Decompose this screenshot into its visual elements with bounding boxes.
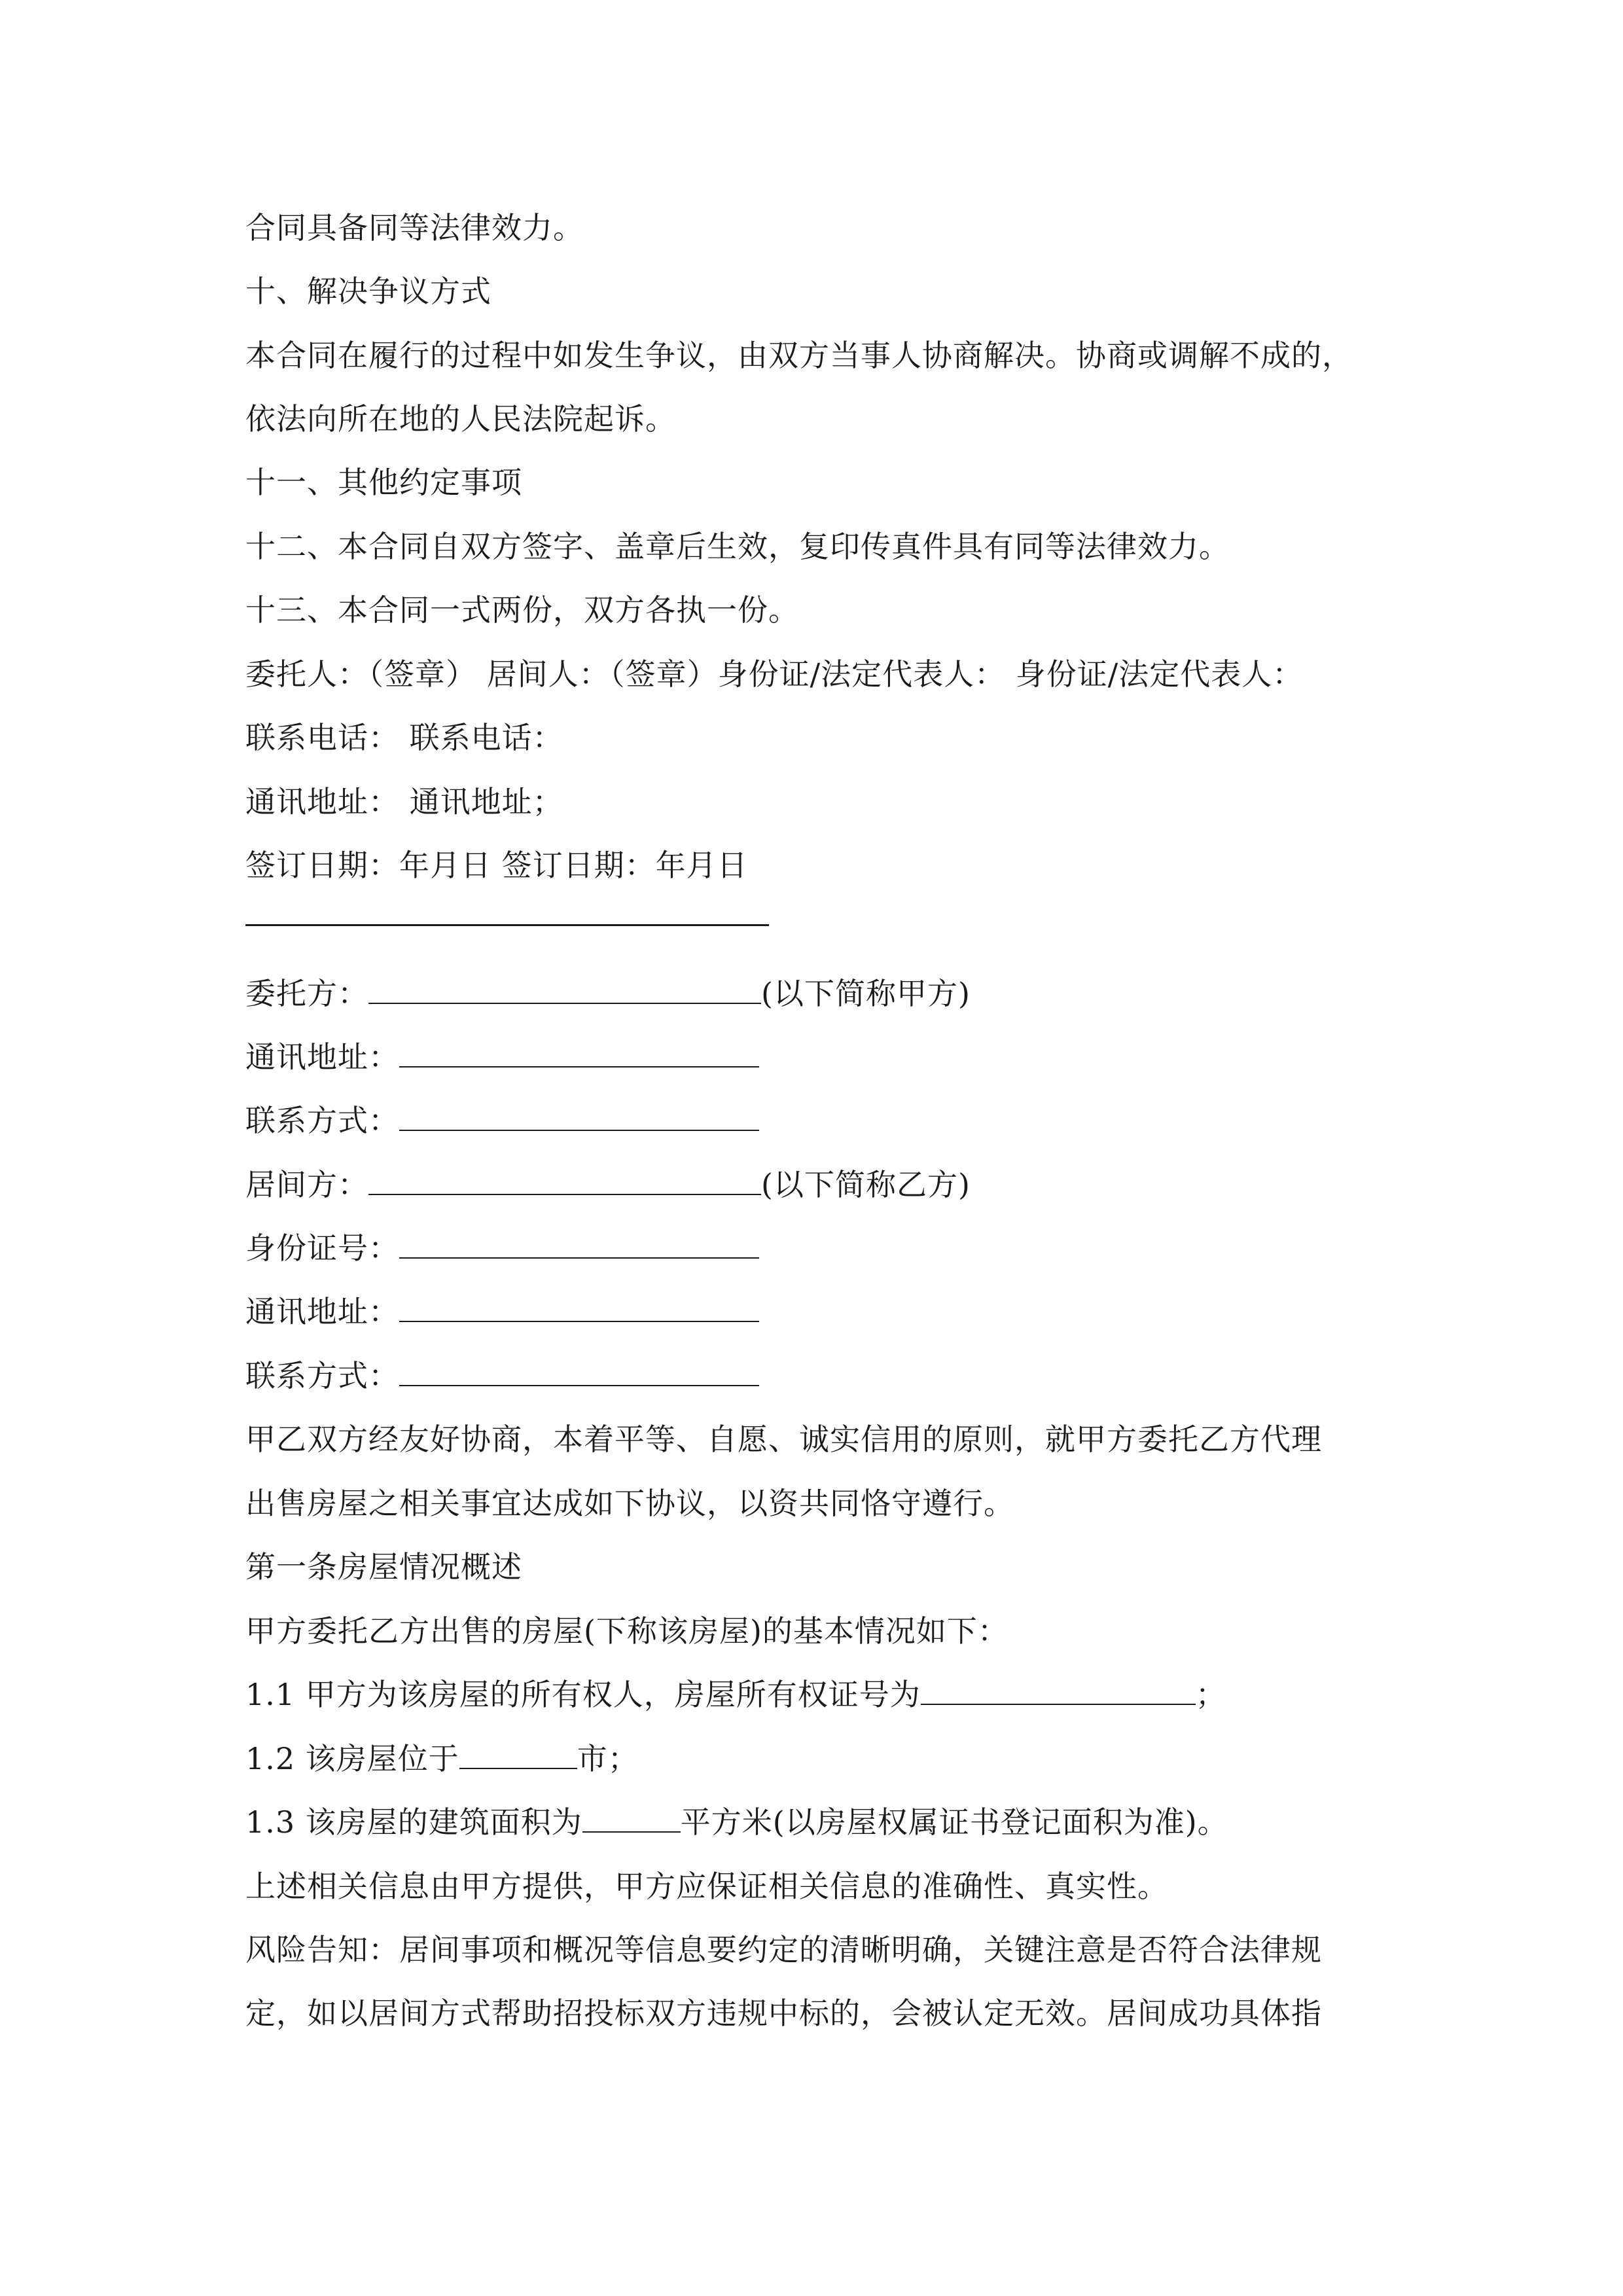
text-line: 出售房屋之相关事宜达成如下协议，以资共同恪守遵行。 bbox=[245, 1486, 1014, 1521]
item2-prefix: 1.2 该房屋位于 bbox=[245, 1741, 459, 1776]
area-field[interactable] bbox=[582, 1803, 681, 1833]
certificate-number-field[interactable] bbox=[921, 1675, 1196, 1705]
separator-rule bbox=[245, 924, 769, 926]
text-line: 合同具备同等法律效力。 bbox=[245, 210, 584, 245]
property-item-1 bbox=[245, 1675, 1226, 1714]
text-line: 甲方委托乙方出售的房屋(下称该房屋)的基本情况如下： bbox=[245, 1613, 1008, 1649]
id-label: 身份证号： bbox=[245, 1230, 399, 1266]
agent-label: 居间方： bbox=[245, 1167, 368, 1202]
address-field-2[interactable] bbox=[399, 1292, 759, 1322]
section-heading-dispute: 十、解决争议方式 bbox=[245, 274, 491, 309]
id-field[interactable] bbox=[399, 1229, 759, 1259]
phone-line: 联系电话： 联系电话： bbox=[245, 720, 563, 755]
principal-label: 委托方： bbox=[245, 976, 368, 1011]
text-line: 本合同在履行的过程中如发生争议，由双方当事人协商解决。协商或调解不成的， bbox=[245, 338, 1353, 373]
item3-suffix: 平方米(以房屋权属证书登记面积为准)。 bbox=[680, 1804, 1228, 1840]
section-heading-other: 十一、其他约定事项 bbox=[245, 465, 522, 500]
principal-suffix: (以下简称甲方) bbox=[761, 976, 971, 1011]
form-address bbox=[245, 1037, 759, 1077]
form-contact bbox=[245, 1101, 759, 1140]
item3-prefix: 1.3 该房屋的建筑面积为 bbox=[245, 1804, 582, 1840]
contact-label: 联系方式： bbox=[245, 1103, 399, 1138]
form-address-2 bbox=[245, 1292, 759, 1331]
city-field[interactable] bbox=[459, 1739, 577, 1769]
text-line: 定，如以居间方式帮助招投标双方违规中标的，会被认定无效。居间成功具体指 bbox=[245, 1996, 1322, 2031]
address-line: 通讯地址： 通讯地址； bbox=[245, 784, 563, 819]
text-line: 十二、本合同自双方签字、盖章后生效，复印传真件具有同等法律效力。 bbox=[245, 529, 1230, 564]
property-item-3 bbox=[245, 1803, 1228, 1842]
text-line: 上述相关信息由甲方提供，甲方应保证相关信息的准确性、真实性。 bbox=[245, 1869, 1168, 1904]
signature-line: 委托人：（签章） 居间人：（签章）身份证/法定代表人： 身份证/法定代表人： bbox=[245, 656, 1304, 692]
item2-suffix: 市； bbox=[577, 1741, 639, 1776]
agent-suffix: (以下简称乙方) bbox=[761, 1167, 971, 1202]
address-label: 通讯地址： bbox=[245, 1039, 399, 1075]
principal-field[interactable] bbox=[368, 974, 761, 1004]
contact-field[interactable] bbox=[399, 1101, 759, 1131]
date-line: 签订日期：年月日 签订日期：年月日 bbox=[245, 848, 748, 883]
article-heading: 第一条房屋情况概述 bbox=[245, 1549, 522, 1585]
text-line: 十三、本合同一式两份，双方各执一份。 bbox=[245, 592, 799, 628]
form-agent bbox=[245, 1165, 971, 1204]
address-field[interactable] bbox=[399, 1037, 759, 1067]
form-id bbox=[245, 1229, 759, 1268]
risk-notice-line: 风险告知：居间事项和概况等信息要约定的清晰明确，关键注意是否符合法律规 bbox=[245, 1932, 1322, 1967]
text-line: 依法向所在地的人民法院起诉。 bbox=[245, 401, 676, 437]
item1-prefix: 1.1 甲方为该房屋的所有权人，房屋所有权证号为 bbox=[245, 1677, 921, 1712]
agent-field[interactable] bbox=[368, 1165, 761, 1195]
item1-suffix: ； bbox=[1195, 1677, 1226, 1712]
form-contact-2 bbox=[245, 1356, 759, 1395]
text-line: 甲乙双方经友好协商，本着平等、自愿、诚实信用的原则，就甲方委托乙方代理 bbox=[245, 1422, 1322, 1457]
contact-field-2[interactable] bbox=[399, 1356, 759, 1386]
address-label-2: 通讯地址： bbox=[245, 1294, 399, 1329]
form-principal bbox=[245, 974, 971, 1013]
property-item-2 bbox=[245, 1739, 639, 1778]
contact-label-2: 联系方式： bbox=[245, 1358, 399, 1393]
